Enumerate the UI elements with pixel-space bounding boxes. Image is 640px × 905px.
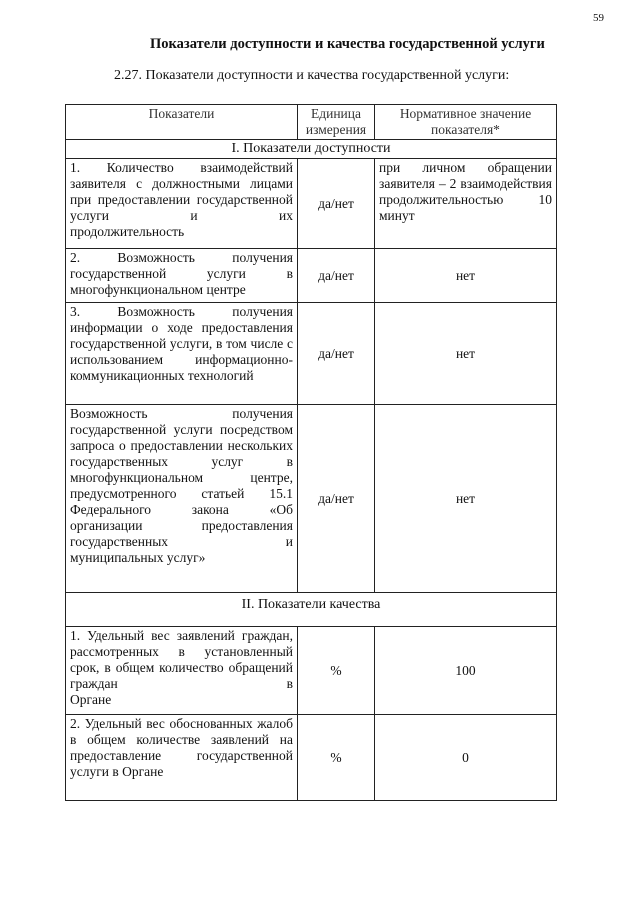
table-row <box>66 159 557 249</box>
norm-cell: 100 <box>375 627 557 715</box>
indicator-cell: 2. Удельный вес обоснованных жалоб в общем количестве заявлений на предоставление государственной услуги в Органе <box>66 715 298 801</box>
section-title: II. Показатели качества <box>66 593 557 627</box>
indicator-cell: 2. Возможность получения государственной услуги в многофункциональном центре <box>66 249 298 303</box>
header-indicators: Показатели <box>66 105 298 140</box>
norm-cell: при личном обращении заявителя – 2 взаимодействия продолжительностью 10 минут <box>375 159 557 249</box>
norm-cell: нет <box>375 303 557 405</box>
table-header-row <box>66 105 557 140</box>
table-row <box>66 627 557 715</box>
indicator-cell: 1. Количество взаимодействий заявителя с должностными лицами при предоставлении государственной услуги и их продолжительность <box>66 159 298 249</box>
table-row <box>66 715 557 801</box>
table-row <box>66 249 557 303</box>
header-norm: Нормативное значение показателя* <box>375 105 557 140</box>
unit-cell: % <box>298 715 375 801</box>
indicator-cell: Возможность получения государственной услуги посредством запроса о предоставлении нескольких государственных услуг в многофункциональном центре, предусмотренного статьей 15.1 Федерального закона «Об организации предоставления государственных и муниципальных услуг» <box>66 405 298 593</box>
unit-cell: да/нет <box>298 405 375 593</box>
indicator-cell: 1. Удельный вес заявлений граждан, рассмотренных в установленный срок, в общем количество обращений граждан в Органе <box>66 627 298 715</box>
unit-cell: да/нет <box>298 159 375 249</box>
header-unit: Единица измерения <box>298 105 375 140</box>
indicator-cell: 3. Возможность получения информации о ходе предоставления государственной услуги, в том числе с использованием информационно- коммуникационных технологий <box>66 303 298 405</box>
section-row <box>66 140 557 159</box>
norm-cell: нет <box>375 405 557 593</box>
table-row <box>66 303 557 405</box>
section-row <box>66 593 557 627</box>
indicators-table <box>65 104 557 801</box>
norm-cell: 0 <box>375 715 557 801</box>
page-title: Показатели доступности и качества государственной услуги <box>150 36 545 52</box>
page-number: 59 <box>593 12 604 24</box>
unit-cell: % <box>298 627 375 715</box>
norm-cell: нет <box>375 249 557 303</box>
unit-cell: да/нет <box>298 303 375 405</box>
table-row <box>66 405 557 593</box>
section-title: I. Показатели доступности <box>66 140 557 159</box>
unit-cell: да/нет <box>298 249 375 303</box>
intro-paragraph: 2.27. Показатели доступности и качества государственной услуги: <box>114 68 510 83</box>
